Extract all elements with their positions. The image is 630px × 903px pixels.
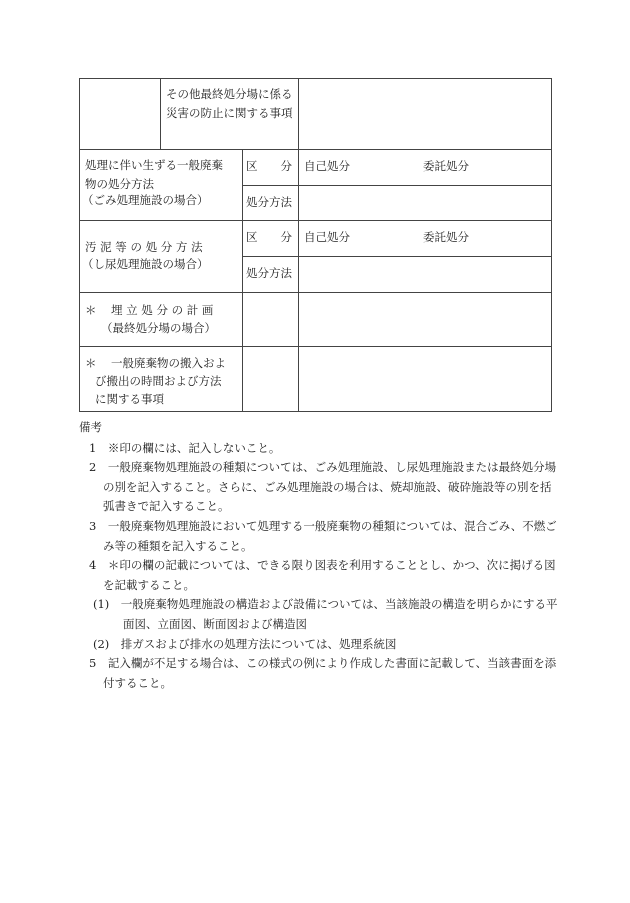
row4-mark: ＊ [85, 303, 97, 317]
note-item: 3 一般廃棄物処理施設において処理する一般廃棄物の種類については、混合ごみ、不燃ごみ等の種類を記入すること。 [89, 518, 557, 553]
row5-input[interactable] [299, 347, 551, 412]
hline-2 [80, 220, 551, 221]
row2-method-label: 処分方法 [246, 195, 292, 209]
notes-heading: 備考 [79, 420, 102, 434]
note-sub-item: (2) 排ガスおよび排水の処理方法については、処理系統図 [93, 636, 397, 651]
row3-label-2: （し尿処理施設の場合） [82, 257, 209, 271]
note-item: 1 ※印の欄には、記入しないこと。 [89, 440, 281, 455]
row2-self-disposal[interactable]: 自己処分 [304, 159, 350, 173]
note-item: 5 記入欄が不足する場合は、この様式の例により作成した書面に記載して、当該書面を添付すること。 [89, 656, 557, 690]
row2-label-1: 処理に伴い生ずる一般廃棄 [85, 158, 223, 172]
note-item: 2 一般廃棄物処理施設の種類については、ごみ処理施設、し尿処理施設または最終処分場の別を記入すること。さらに、ごみ処理施設の場合は、焼却施設、破砕施設等の別を括弧書きで記入すること。 [89, 460, 557, 514]
row2-label-2: 物の処分方法 [85, 177, 154, 191]
row5-mark: ＊ [85, 356, 97, 370]
row3-kubun-label: 区 分 [246, 230, 292, 244]
row1-label: その他最終処分場に係る災害の防止に関する事項 [166, 87, 293, 120]
row2-label-3: （ごみ処理施設の場合） [82, 193, 209, 207]
row4-label-2: （最終処分場の場合） [101, 321, 216, 335]
form-table [79, 78, 552, 412]
row3-consigned[interactable]: 委託処分 [423, 230, 469, 244]
notes-section [79, 418, 559, 693]
row2-method-input[interactable] [299, 186, 551, 220]
row5-label-1: 一般廃棄物の搬入およ [111, 356, 226, 370]
row3-self-disposal[interactable]: 自己処分 [304, 230, 350, 244]
row5-label-2: び搬出の時間および方法 [95, 374, 222, 388]
row2-consigned[interactable]: 委託処分 [423, 159, 469, 173]
row1-divider-left [160, 79, 161, 149]
row5-label-3: に関する事項 [95, 392, 164, 406]
hline-1 [80, 149, 551, 150]
row3-method-input[interactable] [299, 257, 551, 291]
row3-method-label: 処分方法 [246, 266, 292, 280]
note-item: 4 ＊印の欄の記載については、できる限り図表を利用することとし、かつ、次に掲げる図を記載すること。 [89, 558, 556, 592]
row3-label-1: 汚 泥 等 の 処 分 方 法 [85, 240, 203, 254]
row2-kubun-label: 区 分 [246, 159, 292, 173]
label-divider [242, 149, 243, 412]
row1-input[interactable] [299, 79, 551, 149]
note-sub-item: (1) 一般廃棄物処理施設の構造および設備については、当該施設の構造を明らかにする平面図、立面図、断面図および構造図 [93, 597, 558, 631]
row4-input[interactable] [299, 293, 551, 346]
row4-label-1: 埋 立 処 分 の 計 画 [111, 303, 214, 317]
